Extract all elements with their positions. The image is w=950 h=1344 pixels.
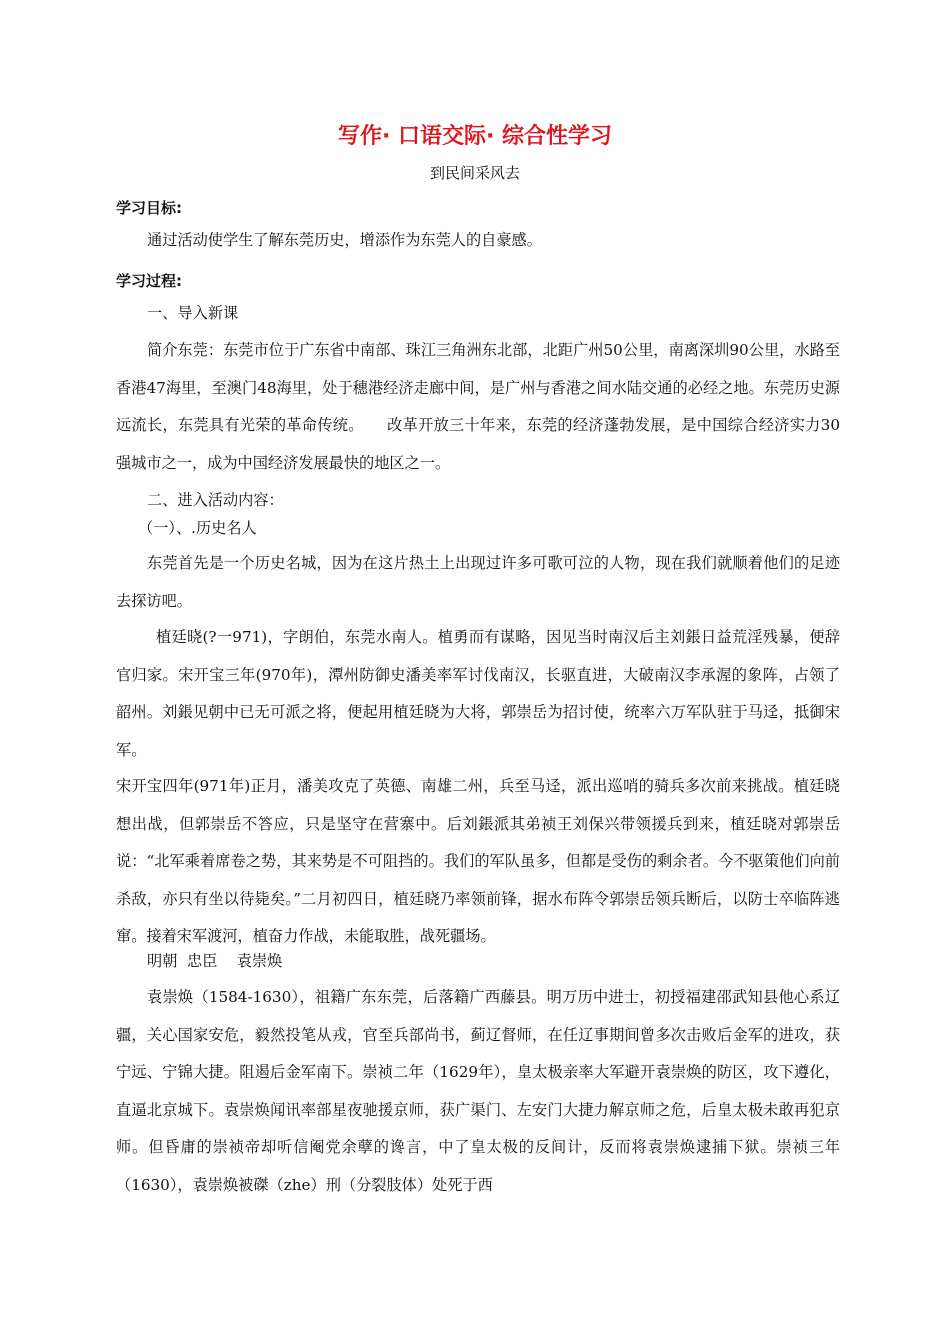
intro-block: [116, 332, 840, 482]
yuan-paragraph: 袁崇焕（1584-1630），祖籍广东东莞，后落籍广西藤县。明万历中进士，初授福建邵武知县他心系辽疆，关心国家安危，毅然投笔从戎，官至兵部尚书，蓟辽督师，在任辽事期间曾多次击败后金军的进攻，获宁远、宁锦大捷。阻遏后金军南下。崇祯二年（1629年），皇太极亲率大军避开袁崇焕的防区，攻下遵化，直逼北京城下。袁崇焕闻讯率部星夜驰援京师，获广渠门、左安门大捷力解京师之危，后皇太极未敢再犯京师。但昏庸的崇祯帝却听信阉党余孽的谗言，中了皇太极的反间计，反而将袁崇焕逮捕下狱。崇祯三年（1630），袁崇焕被磔（zhe）刑（分裂肢体）处死于西: [116, 988, 840, 1194]
lead-paragraph: 东莞首先是一个历史名城，因为在这片热土上出现过许多可歌可泣的人物，现在我们就顺着他们的足迹去探访吧。: [116, 554, 840, 610]
goal-text-block: [116, 222, 840, 260]
yuan-heading-block: [116, 943, 840, 981]
page-subtitle: 到民间采风去: [429, 164, 520, 182]
zhi-block-1: [116, 619, 840, 769]
section-1-block: [116, 295, 840, 333]
sub-1-heading: （一）、.历史名人: [138, 519, 257, 537]
zhi-block-2: [116, 768, 840, 956]
zhi-paragraph-1: 植廷晓(?一971)，字朗伯，东莞水南人。植勇而有谋略，因见当时南汉后主刘鋹日益荒淫残暴，便辞官归家。宋开宝三年(970年)，潭州防御史潘美率军讨伐南汉，长驱直进，大破南汉李承渥的象阵，占领了韶州。刘鋹见朝中已无可派之将，便起用植廷晓为大将，郭崇岳为招讨使，统率六万军队驻于马迳，抵御宋军。: [116, 628, 840, 759]
intro-paragraph: 简介东莞：东莞市位于广东省中南部、珠江三角洲东北部，北距广州50公里，南离深圳90公里，水路至香港47海里，至澳门48海里，处于穗港经济走廊中间，是广州与香港之间水陆交通的必经之地。东莞历史源远流长，东莞具有光荣的革命传统。 改革开放三十年来，东莞的经济蓬勃发展，是中国综合经济实力30强城市之一，成为中国经济发展最快的地区之一。: [116, 341, 840, 472]
lead-block: [116, 545, 840, 620]
sub-1-block: [116, 510, 840, 548]
goal-text: 通过活动使学生了解东莞历史，增添作为东莞人的自豪感。: [147, 231, 542, 249]
process-heading: 学习过程:: [116, 272, 182, 290]
goal-heading: 学习目标:: [116, 199, 182, 217]
zhi-paragraph-2: 宋开宝四年(971年)正月，潘美攻克了英德、南雄二州，兵至马迳，派出巡哨的骑兵多次前来挑战。植廷晓想出战，但郭崇岳不答应，只是坚守在营寨中。后刘鋹派其弟祯王刘保兴带领援兵到来，植廷晓对郭崇岳说：“北军乘着席卷之势，其来势是不可阻挡的。我们的军队虽多，但都是受伤的剩余者。今不驱策他们向前杀敌，亦只有坐以待毙矣。”二月初四日，植廷晓乃率领前锋，据水布阵令郭崇岳领兵断后，以防士卒临阵逃窜。接着宋军渡河，植奋力作战，未能取胜，战死疆场。: [116, 777, 840, 945]
section-2-heading: 二、进入活动内容：: [147, 491, 284, 509]
yuan-block: [116, 979, 840, 1204]
section-1-heading: 一、导入新课: [147, 304, 239, 322]
page-title: 写作· 口语交际· 综合性学习: [337, 124, 613, 149]
yuan-heading: 明朝 忠臣 袁崇焕: [147, 952, 283, 970]
